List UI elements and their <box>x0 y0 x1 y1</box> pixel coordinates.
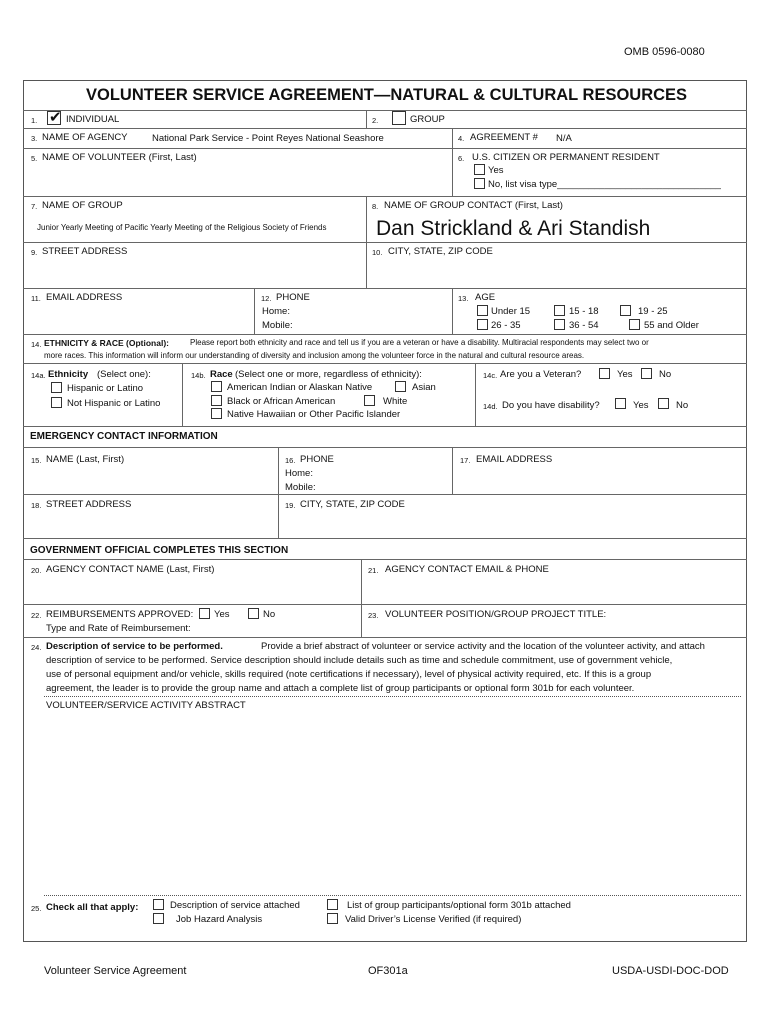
veteran-no-label: No <box>659 369 672 380</box>
participants-list-checkbox[interactable] <box>327 899 338 910</box>
field-24-number: 24. <box>31 643 42 652</box>
reimbursements-label: REIMBURSEMENTS APPROVED: <box>46 609 194 620</box>
group-contact-value[interactable]: Dan Strickland & Ari Standish <box>376 217 651 240</box>
emergency-email-label: EMAIL ADDRESS <box>476 454 553 465</box>
reimbursements-yes-label: Yes <box>214 609 230 620</box>
asian-label: Asian <box>412 382 436 393</box>
abstract-label: VOLUNTEER/SERVICE ACTIVITY ABSTRACT <box>46 700 246 711</box>
not-hispanic-label: Not Hispanic or Latino <box>67 398 161 409</box>
form-title: VOLUNTEER SERVICE AGREEMENT—NATURAL & CULTURAL RESOURCES <box>86 86 688 104</box>
description-line-3: use of personal equipment and/or vehicle, skills required (note certifications if necessary), level of physical activity required, etc. If this is a group <box>46 669 652 680</box>
ethnicity-label: Ethnicity <box>48 369 89 380</box>
race-label: Race <box>210 369 233 380</box>
field-9-number: 9. <box>31 248 38 257</box>
disability-label: Do you have disability? <box>502 400 600 411</box>
field-23-number: 23. <box>368 611 379 620</box>
ethnicity-race-label: ETHNICITY & RACE (Optional): <box>44 338 169 348</box>
group-name-label: NAME OF GROUP <box>42 200 123 211</box>
participants-list-label: List of group participants/optional form 301b attached <box>347 900 571 911</box>
phone-home-label: Home: <box>262 306 290 317</box>
native-hawaiian-label: Native Hawaiian or Other Pacific Islander <box>227 409 401 420</box>
not-hispanic-checkbox[interactable] <box>51 397 62 408</box>
age-15-18-checkbox[interactable] <box>554 305 565 316</box>
phone-label: PHONE <box>276 292 310 303</box>
field-2-number: 2. <box>372 116 379 125</box>
field-22-number: 22. <box>31 611 42 620</box>
field-7-number: 7. <box>31 202 38 211</box>
field-21-number: 21. <box>368 566 379 575</box>
agreement-label: AGREEMENT # <box>470 132 538 143</box>
description-attached-checkbox[interactable] <box>153 899 164 910</box>
age-26-35-checkbox[interactable] <box>477 319 488 330</box>
field-13-number: 13. <box>458 294 469 303</box>
reimbursements-yes-checkbox[interactable] <box>199 608 210 619</box>
citizen-no-label: No, list visa type_______________________________ <box>488 179 721 190</box>
individual-checkbox[interactable] <box>47 108 62 126</box>
age-label: AGE <box>475 292 496 303</box>
emergency-phone-label: PHONE <box>300 454 334 465</box>
group-checkbox[interactable] <box>392 111 406 125</box>
ethnicity-sub-label: (Select one): <box>97 369 151 380</box>
field-6-number: 6. <box>458 154 465 163</box>
description-label: Description of service to be performed. <box>46 641 223 652</box>
emergency-mobile-label: Mobile: <box>285 482 316 493</box>
emergency-city-label: CITY, STATE, ZIP CODE <box>300 499 405 510</box>
group-label: GROUP <box>410 114 445 125</box>
drivers-license-checkbox[interactable] <box>327 913 338 924</box>
ethnicity-race-desc-1: Please report both ethnicity and race and tell us if you are a veteran or have a disability. Multiracial respondents may select two or <box>190 338 649 347</box>
description-line-4: agreement, the leader is to provide the group name and attach a complete list of group participants or optional form 301b for each volunteer. <box>46 683 635 694</box>
emergency-section-heading: EMERGENCY CONTACT INFORMATION <box>30 431 218 442</box>
agency-contact-name-label: AGENCY CONTACT NAME (Last, First) <box>46 564 215 575</box>
footer-right: USDA-USDI-DOC-DOD <box>612 965 729 977</box>
abstract-area[interactable] <box>44 712 741 894</box>
field-14b-number: 14b. <box>191 371 206 380</box>
field-4-number: 4. <box>458 134 465 143</box>
veteran-yes-checkbox[interactable] <box>599 368 610 379</box>
race-sub-label: (Select one or more, regardless of ethnicity): <box>235 369 422 380</box>
black-checkbox[interactable] <box>211 395 222 406</box>
age-36-54-label: 36 - 54 <box>569 320 599 331</box>
veteran-label: Are you a Veteran? <box>500 369 582 380</box>
description-line-1: Provide a brief abstract of volunteer or service activity and the location of the volunteer activity, and attach <box>261 641 705 652</box>
phone-mobile-label: Mobile: <box>262 320 293 331</box>
field-18-number: 18. <box>31 501 42 510</box>
age-55-older-label: 55 and Older <box>644 320 699 331</box>
field-5-number: 5. <box>31 154 38 163</box>
citizen-yes-checkbox[interactable] <box>474 164 485 175</box>
check-all-label: Check all that apply: <box>46 902 139 913</box>
street-address-label: STREET ADDRESS <box>42 246 128 257</box>
age-under-15-checkbox[interactable] <box>477 305 488 316</box>
field-1-number: 1. <box>31 116 38 125</box>
american-indian-label: American Indian or Alaskan Native <box>227 382 373 393</box>
age-36-54-checkbox[interactable] <box>554 319 565 330</box>
asian-checkbox[interactable] <box>395 381 406 392</box>
field-14-number: 14. <box>31 340 42 349</box>
drivers-license-label: Valid Driver’s License Verified (if required) <box>345 914 522 925</box>
volunteer-position-label: VOLUNTEER POSITION/GROUP PROJECT TITLE: <box>385 609 607 620</box>
veteran-yes-label: Yes <box>617 369 633 380</box>
disability-yes-label: Yes <box>633 400 649 411</box>
reimbursements-no-label: No <box>263 609 276 620</box>
government-section-heading: GOVERNMENT OFFICIAL COMPLETES THIS SECTION <box>30 545 289 556</box>
individual-label: INDIVIDUAL <box>66 114 120 125</box>
emergency-name-label: NAME (Last, First) <box>46 454 125 465</box>
age-26-35-label: 26 - 35 <box>491 320 521 331</box>
veteran-no-checkbox[interactable] <box>641 368 652 379</box>
email-label: EMAIL ADDRESS <box>46 292 123 303</box>
disability-yes-checkbox[interactable] <box>615 398 626 409</box>
agreement-value[interactable]: N/A <box>556 133 572 144</box>
field-19-number: 19. <box>285 501 296 510</box>
age-15-18-label: 15 - 18 <box>569 306 599 317</box>
description-attached-label: Description of service attached <box>170 900 300 911</box>
age-19-25-label: 19 - 25 <box>638 306 668 317</box>
city-state-zip-label: CITY, STATE, ZIP CODE <box>388 246 493 257</box>
age-55-older-checkbox[interactable] <box>629 319 640 330</box>
native-hawaiian-checkbox[interactable] <box>211 408 222 419</box>
field-14d-number: 14d. <box>483 402 498 411</box>
hispanic-label: Hispanic or Latino <box>67 383 144 394</box>
disability-no-label: No <box>676 400 689 411</box>
agency-label: NAME OF AGENCY <box>42 132 128 143</box>
field-16-number: 16. <box>285 456 296 465</box>
field-15-number: 15. <box>31 456 42 465</box>
age-under-15-label: Under 15 <box>491 306 531 317</box>
field-14c-number: 14c. <box>483 371 498 380</box>
group-name-value[interactable]: Junior Yearly Meeting of Pacific Yearly Meeting of the Religious Society of Friends <box>37 223 327 232</box>
white-label: White <box>383 396 408 407</box>
american-indian-checkbox[interactable] <box>211 381 222 392</box>
field-14a-number: 14a. <box>31 371 46 380</box>
agency-value[interactable]: National Park Service - Point Reyes National Seashore <box>152 133 384 144</box>
check-mark-icon: ✔ <box>49 108 62 126</box>
emergency-street-label: STREET ADDRESS <box>46 499 132 510</box>
emergency-home-label: Home: <box>285 468 313 479</box>
job-hazard-label: Job Hazard Analysis <box>176 914 263 925</box>
hispanic-checkbox[interactable] <box>51 382 62 393</box>
omb-number: OMB 0596-0080 <box>624 46 705 58</box>
field-10-number: 10. <box>372 248 383 257</box>
job-hazard-checkbox[interactable] <box>153 913 164 924</box>
field-3-number: 3. <box>31 134 38 143</box>
field-12-number: 12. <box>261 294 272 303</box>
field-17-number: 17. <box>460 456 471 465</box>
field-11-number: 11. <box>31 294 41 303</box>
reimbursements-no-checkbox[interactable] <box>248 608 259 619</box>
ethnicity-race-desc-2: more races. This information will inform our understanding of diversity and inclusion among the volunteer force in the natural and cultural resource areas. <box>44 351 585 360</box>
disability-no-checkbox[interactable] <box>658 398 669 409</box>
citizen-no-checkbox[interactable] <box>474 178 485 189</box>
field-25-number: 25. <box>31 904 42 913</box>
footer-center: OF301a <box>368 965 408 977</box>
age-19-25-checkbox[interactable] <box>620 305 631 316</box>
citizen-yes-label: Yes <box>488 165 504 176</box>
reimbursement-type-label: Type and Rate of Reimbursement: <box>46 623 191 634</box>
description-line-2: description of service to be performed. Service description should include details such as time and schedule commitment, use of government vehicle, <box>46 655 673 666</box>
group-contact-label: NAME OF GROUP CONTACT (First, Last) <box>384 200 563 211</box>
volunteer-name-label: NAME OF VOLUNTEER (First, Last) <box>42 152 197 163</box>
white-checkbox[interactable] <box>364 395 375 406</box>
field-20-number: 20. <box>31 566 42 575</box>
agency-contact-email-label: AGENCY CONTACT EMAIL & PHONE <box>385 564 549 575</box>
citizen-label: U.S. CITIZEN OR PERMANENT RESIDENT <box>472 152 660 163</box>
black-label: Black or African American <box>227 396 336 407</box>
field-8-number: 8. <box>372 202 379 211</box>
footer-left: Volunteer Service Agreement <box>44 965 187 977</box>
